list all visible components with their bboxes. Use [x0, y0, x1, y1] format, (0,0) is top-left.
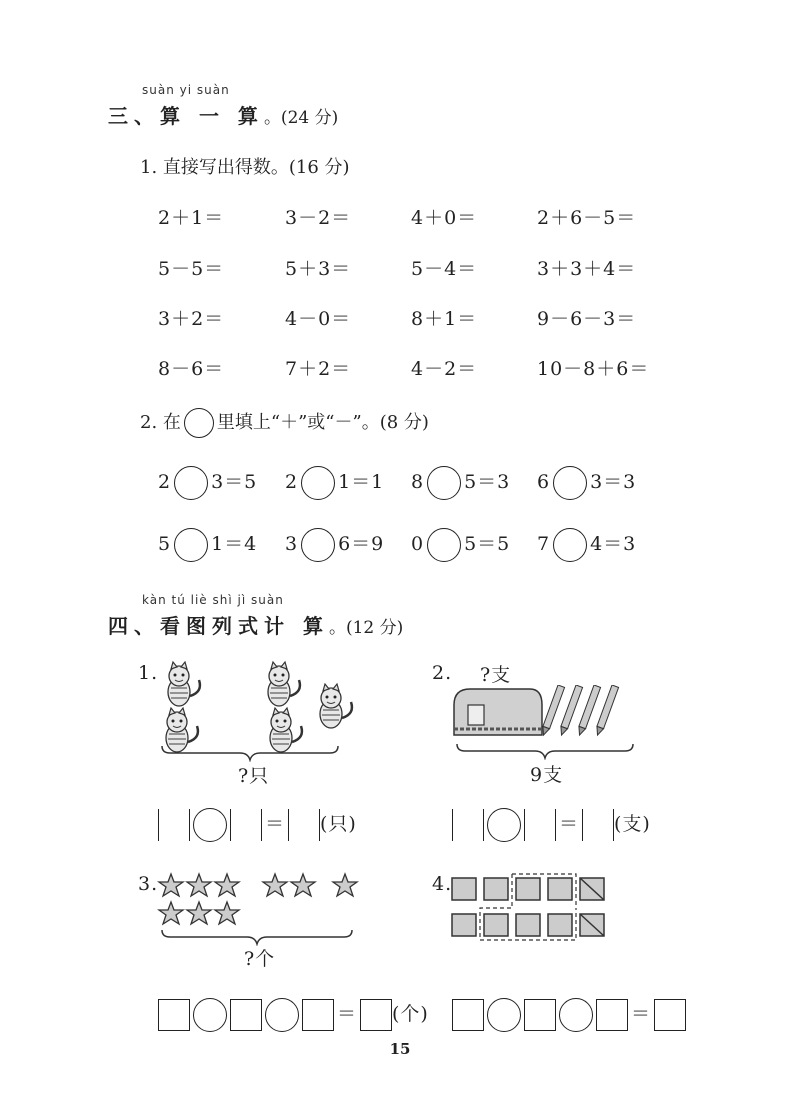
operand: 8	[411, 471, 425, 493]
circle-equation	[158, 528, 257, 562]
answer-box[interactable]	[230, 999, 262, 1031]
equation: 3＋3＋4＝	[537, 258, 637, 280]
stars-illustration	[155, 870, 365, 930]
equation: 3－2＝	[285, 207, 352, 229]
answer-box[interactable]	[596, 999, 628, 1031]
pencil-case-icon	[454, 689, 542, 735]
unit-label: (个)	[392, 1003, 429, 1025]
square-icon	[516, 914, 540, 936]
star-icon	[291, 874, 315, 896]
problem2-answer-row: ＝ (支)	[452, 808, 651, 842]
operator-circle[interactable]	[553, 466, 587, 500]
star-icon	[215, 902, 239, 924]
unit-label: (只)	[320, 813, 357, 835]
operator-circle[interactable]	[427, 466, 461, 500]
section3-heading	[108, 100, 338, 129]
operand-result: 5＝5	[464, 533, 511, 555]
star-icon	[159, 902, 183, 924]
problem1-brace-label: ?只	[238, 765, 270, 787]
operator-circle[interactable]	[193, 808, 227, 842]
operator-circle[interactable]	[301, 466, 335, 500]
brace-icon	[455, 742, 635, 760]
brace-icon	[160, 744, 340, 762]
cat-icon	[168, 662, 200, 706]
equation: 3＋2＝	[158, 308, 225, 330]
equation: 8－6＝	[158, 358, 225, 380]
circle-equation	[537, 528, 636, 562]
circle-equation	[411, 466, 510, 500]
square-icon	[516, 878, 540, 900]
part2-title-prefix: 2. 在	[140, 412, 181, 433]
pencils-illustration	[450, 685, 640, 745]
operator-circle[interactable]	[559, 998, 593, 1032]
operand: 2	[285, 471, 299, 493]
answer-box[interactable]	[582, 809, 614, 841]
operator-circle[interactable]	[193, 998, 227, 1032]
operand-result: 6＝9	[338, 533, 385, 555]
operator-circle[interactable]	[553, 528, 587, 562]
problem4-answer-row: ＝	[452, 998, 686, 1032]
equation: 4－2＝	[411, 358, 478, 380]
cat-icon	[268, 662, 300, 706]
problem2-brace-label: 9支	[530, 764, 564, 786]
part2-title	[140, 408, 429, 438]
operand-result: 3＝3	[590, 471, 637, 493]
square-icon	[484, 878, 508, 900]
answer-box[interactable]	[524, 809, 556, 841]
circle-equation	[158, 466, 257, 500]
operand: 5	[158, 533, 172, 555]
answer-box[interactable]	[302, 999, 334, 1031]
square-icon	[452, 878, 476, 900]
page-number: 15	[389, 1040, 411, 1058]
equation: 7＋2＝	[285, 358, 352, 380]
square-icon	[452, 914, 476, 936]
operator-circle[interactable]	[487, 998, 521, 1032]
operator-circle[interactable]	[301, 528, 335, 562]
operand: 2	[158, 471, 172, 493]
star-icon	[263, 874, 287, 896]
problem3-answer-row: ＝ (个)	[158, 998, 429, 1032]
answer-box[interactable]	[654, 999, 686, 1031]
section3-number: 三、	[108, 104, 160, 128]
equation: 10－8＋6＝	[537, 358, 650, 380]
section3-title: 算 一 算	[160, 104, 264, 128]
answer-box[interactable]	[158, 809, 190, 841]
answer-box[interactable]	[524, 999, 556, 1031]
star-icon	[159, 874, 183, 896]
problem3-label: 3.	[138, 873, 159, 895]
section3-score: 。(24 分)	[263, 108, 339, 128]
operator-circle[interactable]	[427, 528, 461, 562]
star-icon	[187, 874, 211, 896]
equation: 5－4＝	[411, 258, 478, 280]
operand-result: 1＝1	[338, 471, 385, 493]
operator-circle[interactable]	[174, 528, 208, 562]
answer-box[interactable]	[158, 999, 190, 1031]
part2-title-suffix: 里填上“＋”或“－”。(8 分)	[216, 412, 429, 433]
squares-illustration	[448, 870, 618, 945]
answer-box[interactable]	[452, 999, 484, 1031]
operand-result: 5＝3	[464, 471, 511, 493]
star-icon	[333, 874, 357, 896]
problem2-top-label: ?支	[480, 664, 512, 686]
section4-title: 看图列式计 算	[160, 614, 329, 638]
section3-pinyin: suàn yi suàn	[142, 83, 230, 97]
operator-circle[interactable]	[174, 466, 208, 500]
circle-equation	[537, 466, 636, 500]
unit-label: (支)	[614, 813, 651, 835]
equation: 9－6－3＝	[537, 308, 637, 330]
section4-pinyin: kàn tú liè shì jì suàn	[142, 593, 284, 607]
equation: 2＋6－5＝	[537, 207, 637, 229]
operand: 6	[537, 471, 551, 493]
square-icon	[484, 914, 508, 936]
operand: 0	[411, 533, 425, 555]
operator-circle[interactable]	[265, 998, 299, 1032]
equation: 2＋1＝	[158, 207, 225, 229]
star-icon	[187, 902, 211, 924]
operand: 3	[285, 533, 299, 555]
circle-icon	[184, 408, 214, 438]
operand-result: 4＝3	[590, 533, 637, 555]
circle-equation	[285, 466, 384, 500]
equation: 8＋1＝	[411, 308, 478, 330]
square-icon	[548, 914, 572, 936]
answer-box[interactable]	[360, 999, 392, 1031]
problem4-label: 4.	[432, 873, 453, 895]
square-icon	[548, 878, 572, 900]
section4-heading	[108, 610, 403, 639]
problem3-brace-label: ?个	[244, 948, 276, 970]
equation: 4－0＝	[285, 308, 352, 330]
operand-result: 3＝5	[211, 471, 258, 493]
problem2-label: 2.	[432, 662, 453, 684]
circle-equation	[285, 528, 384, 562]
section4-score: 。(12 分)	[328, 618, 404, 638]
answer-box[interactable]	[288, 809, 320, 841]
answer-box[interactable]	[452, 809, 484, 841]
part1-title: 1. 直接写出得数。(16 分)	[140, 157, 350, 178]
operand-result: 1＝4	[211, 533, 258, 555]
section4-number: 四、	[108, 614, 160, 638]
star-icon	[215, 874, 239, 896]
equation: 5＋3＝	[285, 258, 352, 280]
cat-icon	[320, 684, 352, 728]
equation: 5－5＝	[158, 258, 225, 280]
problem1-answer-row: ＝ (只)	[158, 808, 357, 842]
equation: 4＋0＝	[411, 207, 478, 229]
operator-circle[interactable]	[487, 808, 521, 842]
answer-box[interactable]	[230, 809, 262, 841]
problem1-label: 1.	[138, 662, 159, 684]
circle-equation	[411, 528, 510, 562]
operand: 7	[537, 533, 551, 555]
